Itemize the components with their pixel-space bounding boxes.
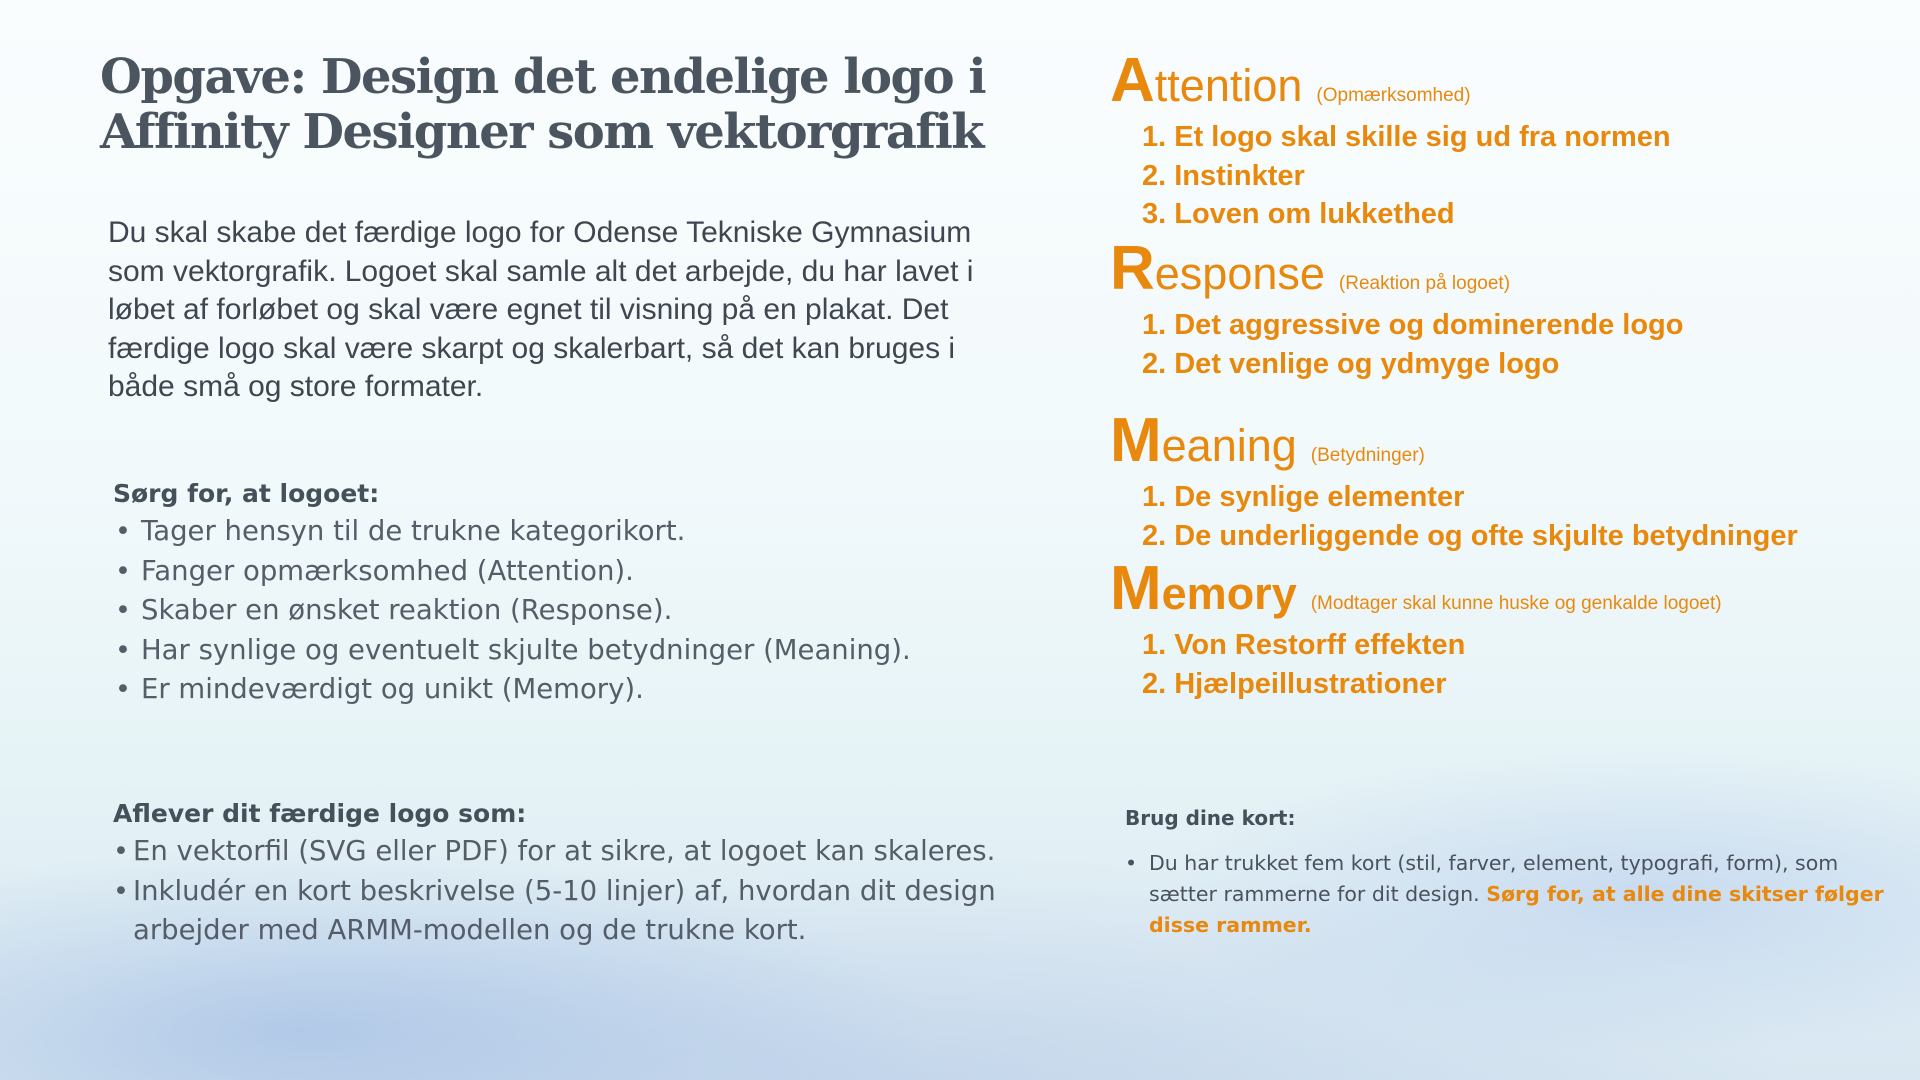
list-item: 1. Et logo skal skille sig ud fra normen bbox=[1142, 121, 1671, 153]
list-item: 2. Det venlige og ydmyge logo bbox=[1142, 347, 1560, 380]
attention-section bbox=[1110, 46, 1671, 234]
response-subtitle: (Reaktion på logoet) bbox=[1338, 273, 1511, 294]
attention-heading: A ttention (Opmærksomhed) bbox=[1110, 46, 1471, 115]
list-item: • Skaber en ønsket reaktion (Response). bbox=[113, 591, 1033, 631]
bullet-icon: • bbox=[115, 674, 131, 705]
attention-list bbox=[1110, 118, 1671, 234]
bullet-icon: • bbox=[115, 555, 131, 587]
deliver-list bbox=[113, 832, 1073, 951]
list-item: • Fanger opmærksomhed (Attention). bbox=[113, 552, 1033, 592]
list-item: 2. Hjælpeillustrationer bbox=[1142, 667, 1447, 700]
list-item: • Tager hensyn til de trukne kategorikort. bbox=[113, 512, 1033, 552]
response-list bbox=[1110, 306, 1683, 383]
bullet-icon: • bbox=[115, 634, 131, 666]
list-item: • Har synlige og eventuelt skjulte betydninger (Meaning). bbox=[113, 631, 1033, 671]
response-heading: R esponse (Reaktion på logoet) bbox=[1110, 234, 1511, 303]
meaning-section bbox=[1110, 406, 1798, 555]
list-item: 3. Loven om lukkethed bbox=[1142, 198, 1455, 230]
list-item: 1. De synlige elementer bbox=[1142, 481, 1465, 513]
bullet-icon: • bbox=[113, 836, 129, 867]
page-title: Opgave: Design det endelige logo i Affinity Designer som vektorgrafik bbox=[100, 49, 986, 160]
list-item: • Inkludér en kort beskrivelse (5-10 linjer) af, hvordan dit design arbejder med ARMM-modellen og de trukne kort. bbox=[113, 872, 1073, 951]
ensure-heading: Sørg for, at logoet: bbox=[113, 479, 380, 508]
ensure-section bbox=[113, 476, 1033, 710]
meaning-subtitle: (Betydninger) bbox=[1310, 445, 1425, 466]
attention-subtitle: (Opmærksomhed) bbox=[1316, 85, 1471, 106]
list-item: 2. Instinkter bbox=[1142, 159, 1305, 192]
meaning-list bbox=[1110, 478, 1798, 555]
bullet-icon: • bbox=[1125, 851, 1138, 875]
cards-highlight: Sørg for, at alle dine skitser følger disse rammer. bbox=[1149, 882, 1884, 937]
intro-paragraph: Du skal skabe det færdige logo for Odense Tekniske Gymnasium som vektorgrafik. Logoet skal samle alt det arbejde, du har lavet i løbet af forløbet og skal være egnet til visning på en plakat. Det færdige logo skal være skarpt og skalerbart, så det kan bruges i både små og store formater. bbox=[108, 216, 974, 404]
deliver-section bbox=[113, 796, 1073, 951]
list-item: 1. Det aggressive og dominerende logo bbox=[1142, 309, 1684, 341]
memory-list bbox=[1110, 626, 1722, 703]
memory-section bbox=[1110, 554, 1722, 703]
memory-subtitle: (Modtager skal kunne huske og genkalde logoet) bbox=[1310, 593, 1722, 614]
bullet-icon: • bbox=[115, 516, 131, 547]
list-item: • Er mindeværdigt og unikt (Memory). bbox=[113, 670, 1033, 710]
memory-heading: M emory (Modtager skal kunne huske og genkalde logoet) bbox=[1110, 554, 1722, 623]
list-item: • En vektorfil (SVG eller PDF) for at sikre, at logoet kan skaleres. bbox=[113, 832, 1073, 872]
list-item: 2. De underliggende og ofte skjulte betydninger bbox=[1142, 519, 1798, 552]
ensure-list bbox=[113, 512, 1033, 710]
cards-paragraph: • Du har trukket fem kort (stil, farver, element, typografi, form), som sætter rammerne for dit design. Sørg for, at alle dine skitser følger disse rammer. bbox=[1125, 848, 1885, 941]
list-item: 1. Von Restorff effekten bbox=[1142, 629, 1466, 661]
deliver-heading: Aflever dit færdige logo som: bbox=[113, 799, 527, 828]
bullet-icon: • bbox=[115, 595, 131, 626]
cards-section bbox=[1125, 806, 1885, 941]
bullet-icon: • bbox=[113, 875, 129, 907]
cards-heading: Brug dine kort: bbox=[1125, 806, 1296, 830]
meaning-heading: M eaning (Betydninger) bbox=[1110, 406, 1425, 475]
response-section bbox=[1110, 234, 1684, 383]
